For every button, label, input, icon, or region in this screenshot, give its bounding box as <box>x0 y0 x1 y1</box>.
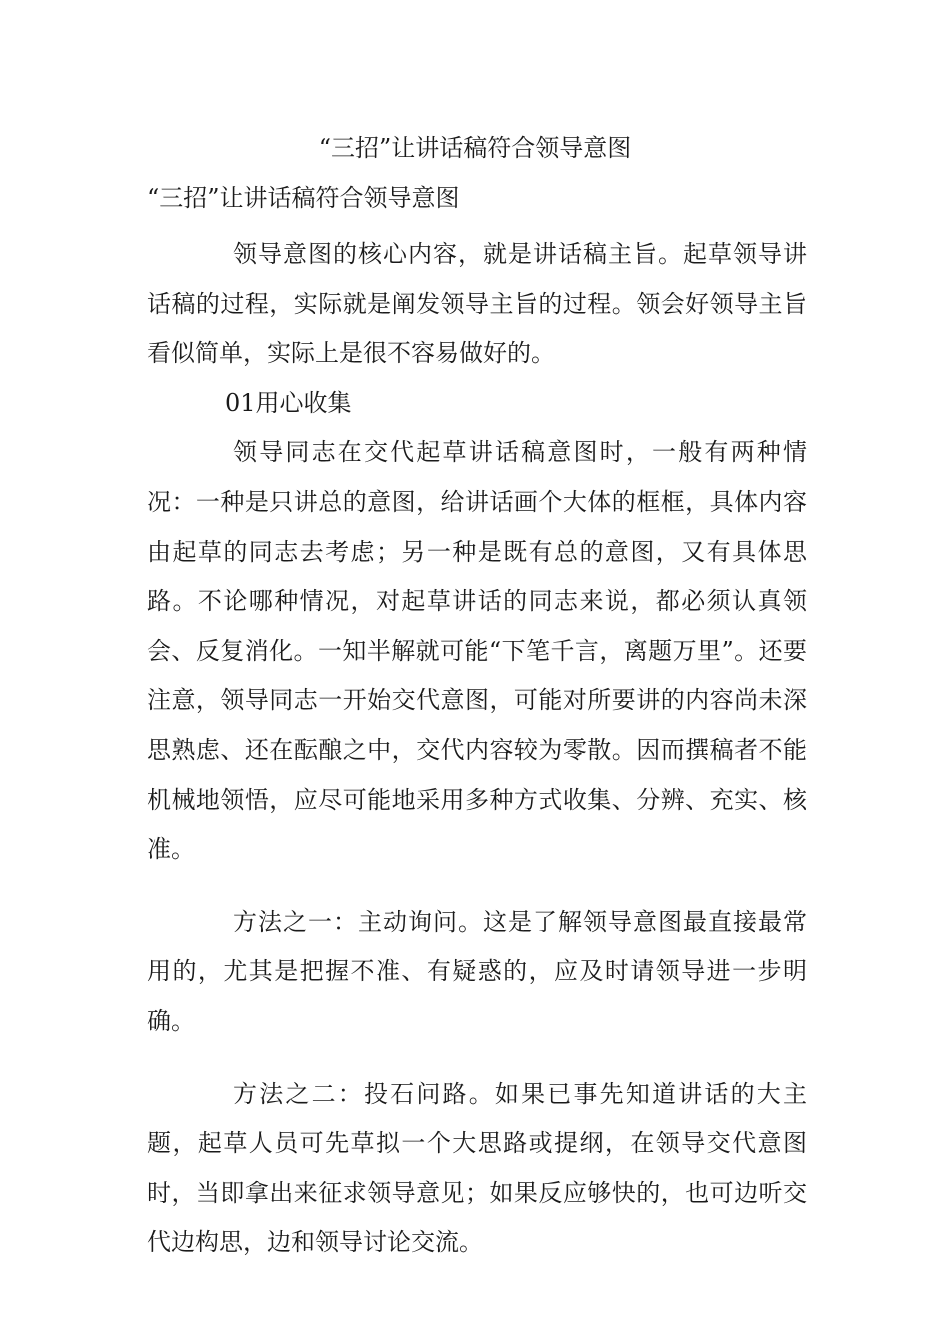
paragraph-intro: 领导意图的核心内容，就是讲话稿主旨。起草领导讲话稿的过程，实际就是阐发领导主旨的过程。领会好领导主旨看似简单，实际上是很不容易做好的。 <box>147 240 807 368</box>
paragraph-method-one: 方法之一：主动询问。这是了解领导意图最直接最常用的，尤其是把握不准、有疑惑的，应及时请领导进一步明确。 <box>147 907 807 1035</box>
section-heading-01: 01用心收集 <box>225 388 352 417</box>
document-title: “三招”让讲话稿符合领导意图 <box>318 134 632 162</box>
paragraph-spacer <box>147 875 807 898</box>
paragraph-collect: 领导同志在交代起草讲话稿意图时，一般有两种情况：一种是只讲总的意图，给讲话画个大体的框框，具体内容由起草的同志去考虑；另一种是既有总的意图，又有具体思路。不论哪种情况，对起草讲话的同志来说，都必须认真领会、反复消化。一知半解就可能“下笔千言，离题万里”。还要注意，领导同志一开始交代意图，可能对所要讲的内容尚未深思熟虑、还在酝酿之中，交代内容较为零散。因而撰稿者不能机械地领悟，应尽可能地采用多种方式收集、分辨、充实、核准。 <box>147 438 807 864</box>
document-body <box>147 230 807 1268</box>
paragraph-method-two: 方法之二：投石问路。如果已事先知道讲话的大主题，起草人员可先草拟一个大思路或提纲，在领导交代意图时，当即拿出来征求领导意见；如果反应够快的，也可边听交代边构思，边和领导讨论交流。 <box>147 1079 807 1257</box>
paragraph-spacer <box>147 1047 807 1070</box>
document-subtitle: “三招”让讲话稿符合领导意图 <box>147 184 460 212</box>
